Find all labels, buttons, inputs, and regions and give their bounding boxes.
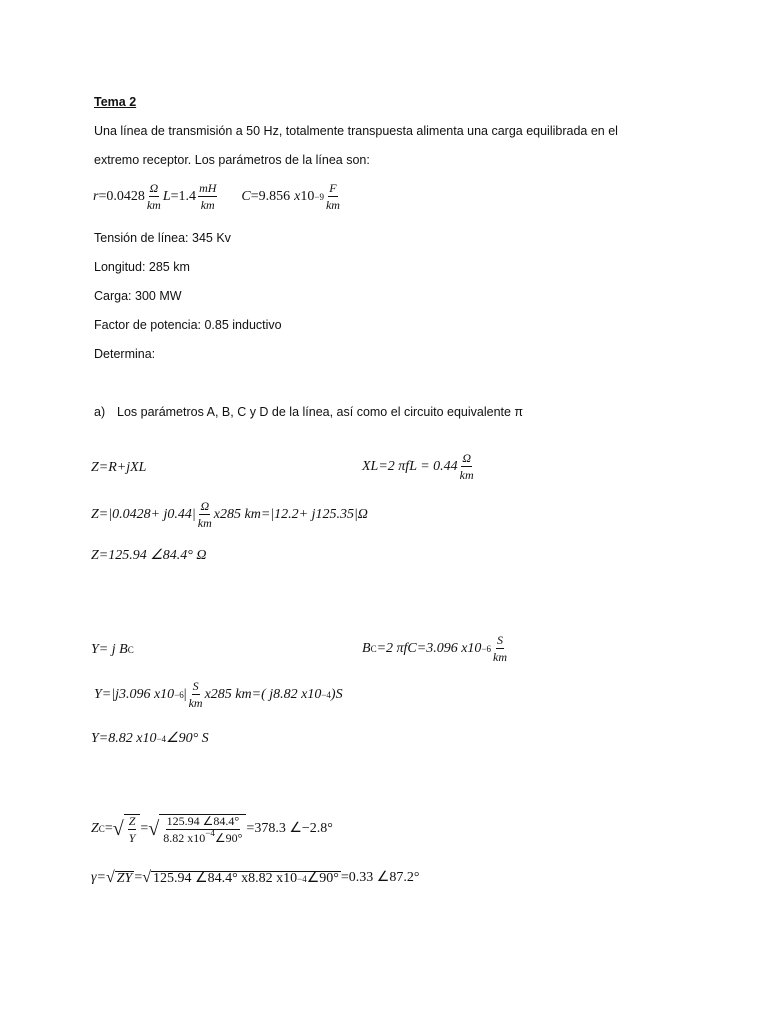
r-symbol: r [93,188,99,204]
y-polar: Y=8.82 x10 −4 ∠90° S [91,731,209,746]
r-unit-numerator: Ω [149,181,159,195]
gamma-result: =0.33 ∠87.2° [340,870,420,885]
longitud-text: Longitud: 285 km [94,260,190,274]
zc-sqrt-small: √ $\frac{Z}{Y}$ [113,814,141,844]
xl-unit-fraction [460,452,474,481]
y-polar-right: ∠90° S [166,731,209,746]
xl-equation [362,452,476,481]
y-calculation-denominator: km [188,695,203,710]
l-unit-denominator: km [200,197,215,212]
l-unit-fraction [198,182,217,211]
zc-sqrt-large: √ $\frac{125.94 \angle 84.4^\circ}{8.82 x10^{-4}\angle 90^\circ}$ [148,814,246,844]
xl-unit-denominator: km [459,467,474,482]
document-title: Tema 2 [94,95,137,109]
factor-text: Factor de potencia: 0.85 inductivo [94,318,282,332]
zc-equals: = [104,821,113,837]
zc-large-numerator: 125.94 ∠84.4° [166,814,240,828]
y-polar-left: Y=8.82 x10 [91,731,157,746]
zc-small-fraction [128,815,137,844]
l-value: =1.4 [170,188,197,204]
y-calculation-right: x285 km=( j8.82 x10 [204,686,322,702]
y-calculation-fraction [189,680,203,709]
zc-symbol: Z [91,821,99,837]
y-calculation-numerator: S [192,679,199,693]
z-definition-text: Z=R+jXL [91,460,147,475]
carga-text: Carga: 300 MW [94,289,182,303]
bc-unit-denominator: km [493,649,508,664]
gamma-equation [91,870,419,886]
zc-small-denominator: Y [128,830,136,845]
item-a-text: Los parámetros A, B, C y D de la línea, así como el circuito equivalente π [117,405,524,419]
zc-equals-2: = [140,821,149,837]
zc-large-denominator-left: 8.82 x10 [163,830,206,845]
gamma-under-left: 125.94 ∠84.4° x8.82 x10 [153,870,298,886]
z-calculation-right: x285 km=|12.2+ j125.35|Ω [213,506,368,522]
c-symbol: C [241,188,251,204]
y-definition: Y= j B C [91,642,134,657]
c-unit-numerator: F [329,181,337,195]
intro-line-2: extremo receptor. Los parámetros de la línea son: [94,153,370,167]
z-calculation-fraction [198,500,212,529]
c-unit-denominator: km [325,197,340,212]
zc-large-denominator-right: ∠90° [214,830,243,845]
l-symbol: L [162,188,171,204]
item-a-marker: a) [94,405,106,419]
c-times: x [294,188,301,204]
xl-unit-numerator: Ω [462,451,472,465]
zc-small-numerator: Z [128,814,136,828]
bc-equation: B C =2 πfC=3.096 x10 −6 $\frac{S}{km}$ [362,633,508,664]
tension-text: Tensión de línea: 345 Kv [94,231,231,245]
gamma-under-right: ∠90° [306,870,339,886]
zc-result: =378.3 ∠−2.8° [246,821,333,837]
y-calculation-right-2: )S [330,686,343,702]
zc-equation: Z C = √ $\frac{Z}{Y}$ = √ $\frac{125.94 \angle 84.4^\circ}{8.82 x10^{-4}\angle 90^\circ}$ =378.3 ∠−2.8° [91,814,333,845]
y-calculation-left: Y=|j3.096 x10 [94,686,175,702]
y-definition-text: Y= j B [91,642,128,657]
intro-line-1: Una línea de transmisión a 50 Hz, totalmente transpuesta alimenta una carga equilibrada en el [94,124,618,138]
gamma-equals: = [134,870,143,885]
y-calculation: Y=|j3.096 x10 −6 | $\frac{S}{km}$ x285 km=( j8.82 x10 −4 )S [94,679,343,710]
bc-unit-numerator: S [497,633,504,647]
c-value: =9.856 [250,188,291,204]
zc-large-denominator [163,827,243,845]
gamma-left: γ= [91,870,106,885]
z-calculation-numerator: Ω [200,499,210,513]
zc-large-denominator-exponent: −4 [205,827,215,838]
gamma-zy: ZY [116,870,133,886]
z-calculation [91,500,368,529]
c-unit-fraction [326,182,340,211]
l-unit-numerator: mH [199,181,217,195]
z-calculation-denominator: km [197,515,212,530]
r-unit-denominator: km [146,197,161,212]
c-ten: 10 [300,188,315,204]
bc-symbol: B [362,640,371,656]
r-unit-fraction [147,182,161,211]
determina-text: Determina: [94,347,156,361]
gamma-sqrt-product: √ 125.94 ∠84.4° x8.82 x10 −4 ∠90° [142,869,339,886]
gamma-sqrt-zy: √ ZY [105,869,133,886]
z-polar [91,549,207,563]
z-definition [91,461,146,475]
y-calculation-bar: | [183,686,187,702]
bc-unit-fraction [493,634,507,663]
z-polar-text: Z=125.94 ∠84.4° Ω [91,548,207,563]
zc-large-fraction [163,815,242,844]
xl-equation-text: XL=2 πfL = 0.44 [362,458,458,474]
bc-middle: =2 πfC=3.096 x10 [376,640,482,656]
z-calculation-left: Z=|0.0428+ j0.44| [91,506,196,522]
r-value: =0.0428 [98,188,145,204]
line-parameters-equation: r =0.0428 $\frac{\Omega}{km}$ L =1.4 $\frac{mH}{km}$ C =9.856 x 10 −9 $\frac{F}{km}$ [93,181,340,212]
